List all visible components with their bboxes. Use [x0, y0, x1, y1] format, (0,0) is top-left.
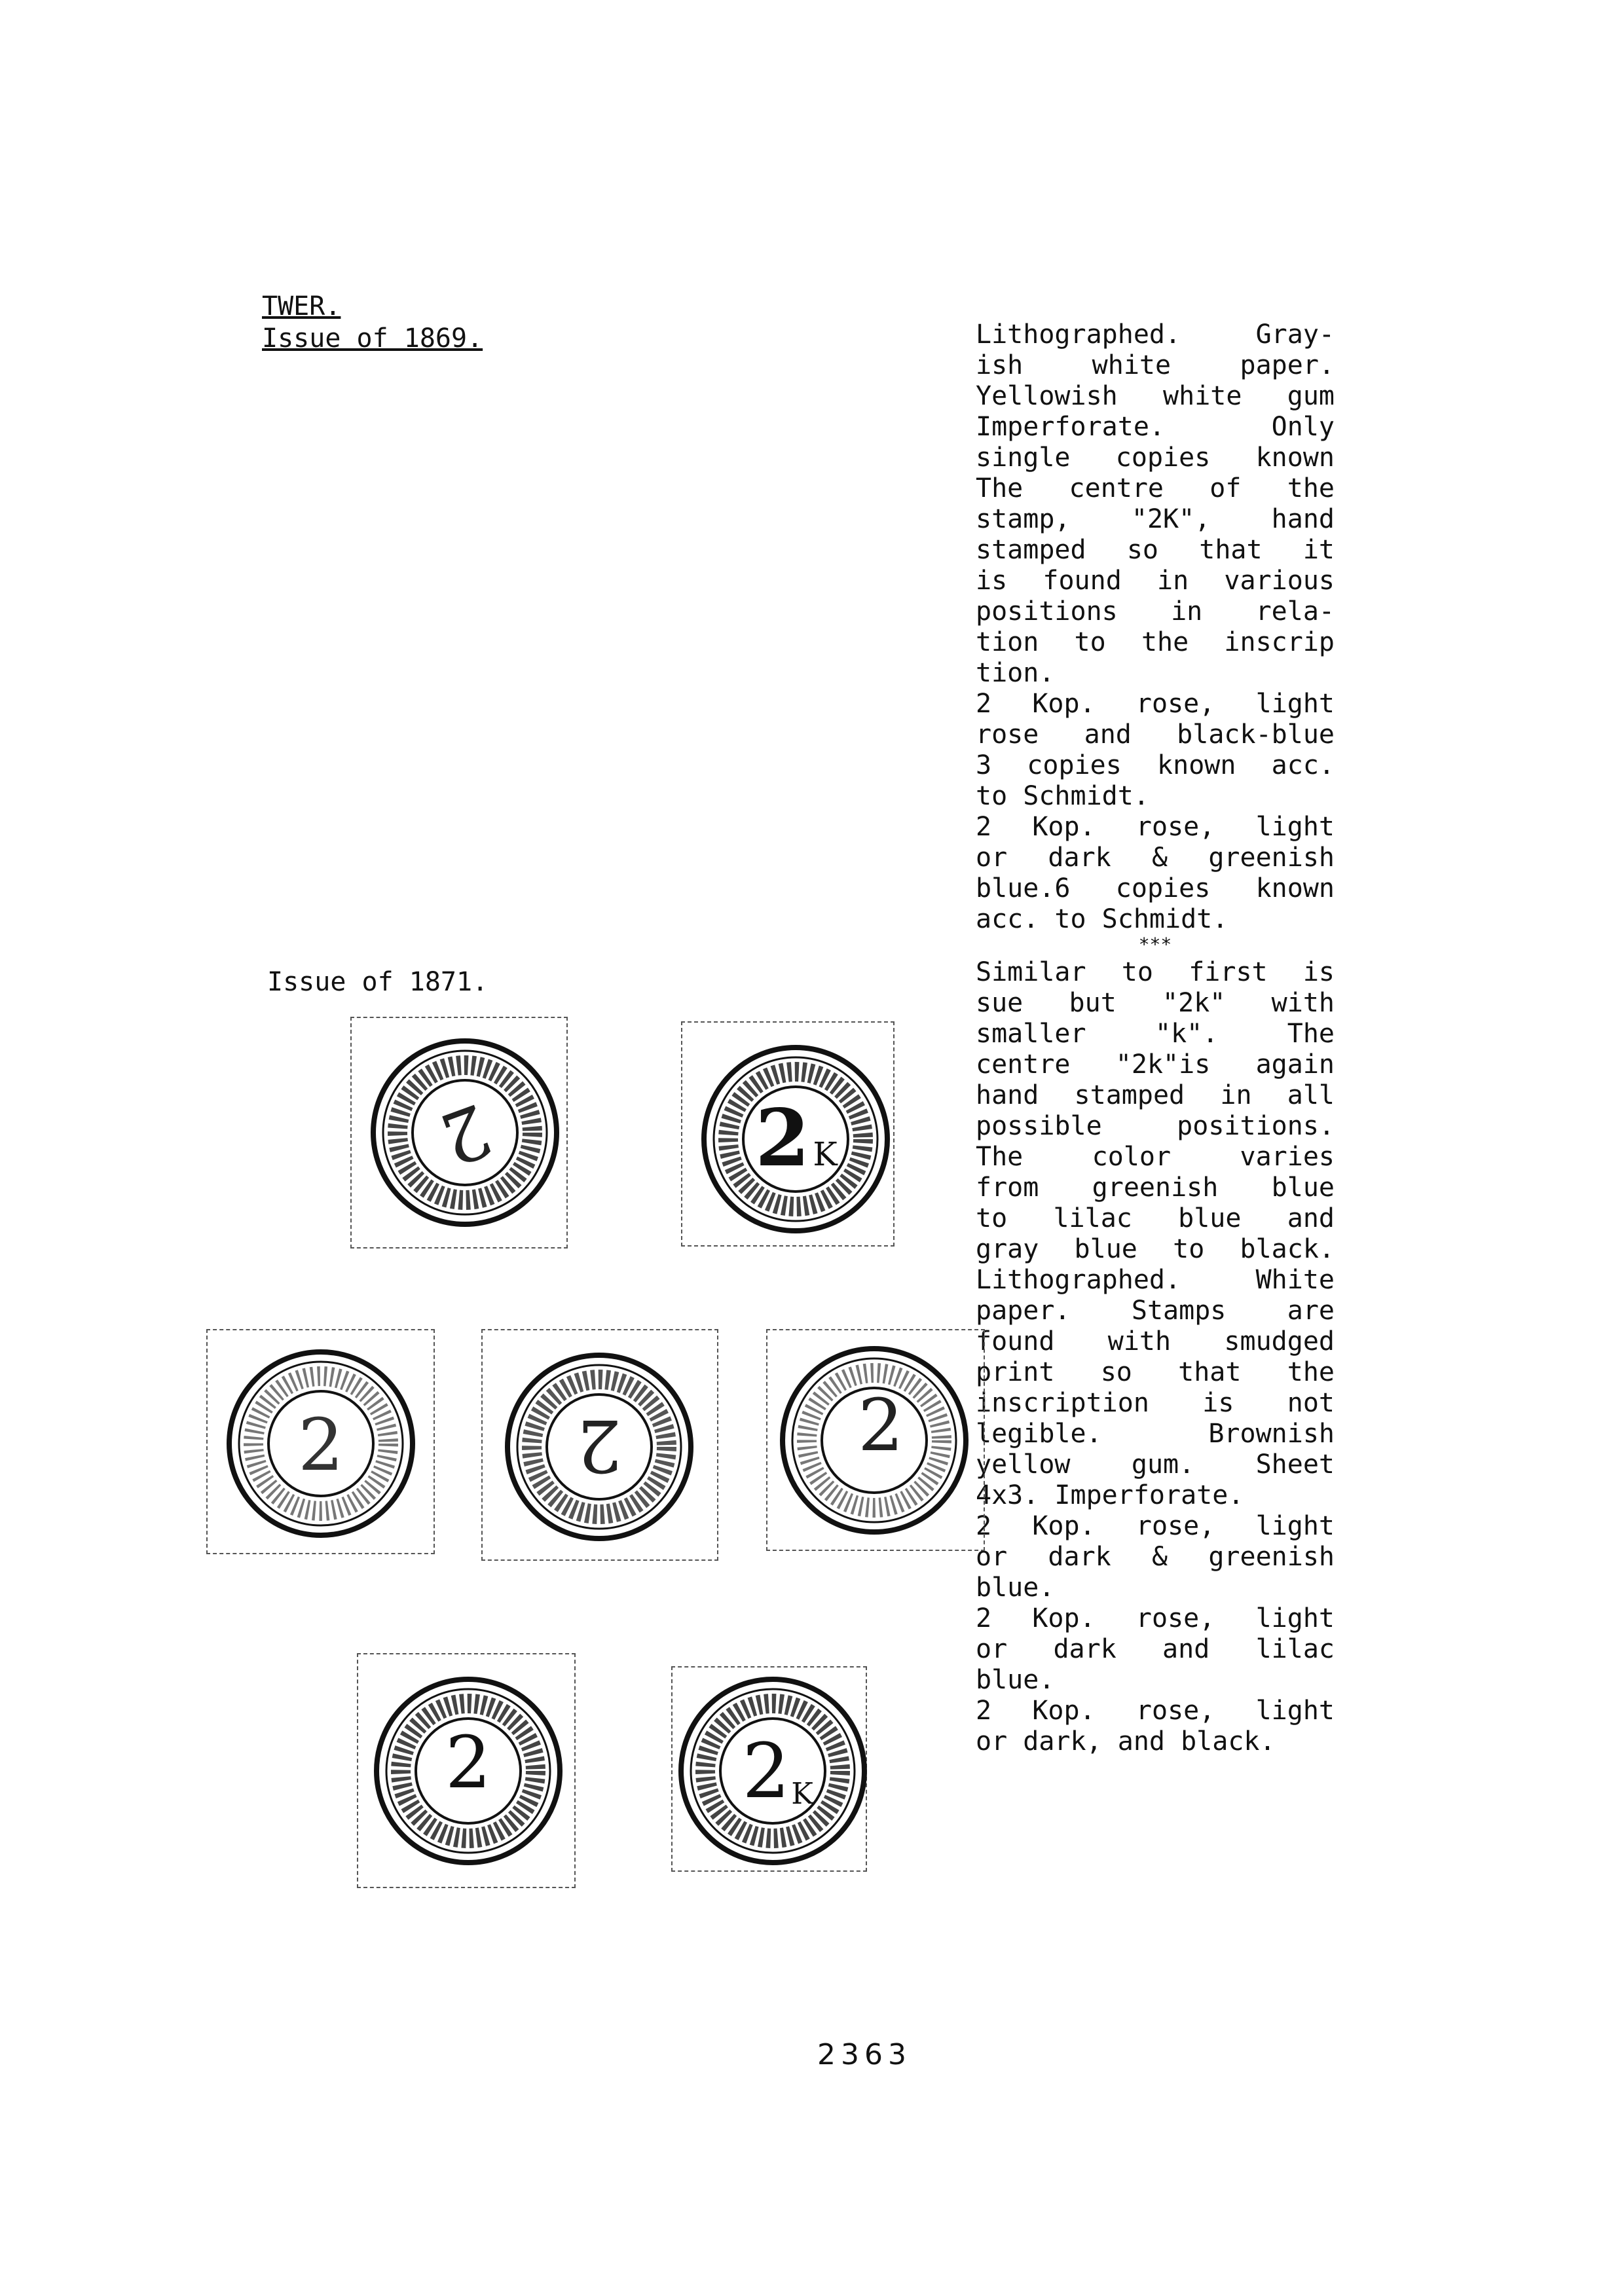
svg-text:2: 2 [430, 1087, 502, 1182]
page-number: 2363 [817, 2038, 912, 2071]
text-line: blue.6 copies known [976, 873, 1335, 903]
section-separator: *** [1138, 934, 1172, 955]
text-line: The color varies [976, 1142, 1335, 1172]
text-line: stamped so that it [976, 535, 1335, 565]
stamp-image [367, 1034, 563, 1231]
text-line: to Schmidt. [976, 781, 1149, 811]
text-line: tion. [976, 658, 1055, 688]
text-line: Lithographed. Gray- [976, 319, 1335, 350]
text-line: or dark & greenish [976, 843, 1335, 873]
svg-text:2: 2 [742, 1728, 790, 1815]
svg-text:2: 2 [298, 1403, 344, 1487]
text-line: inscription is not [976, 1388, 1335, 1418]
text-line: or dark and lilac [976, 1634, 1335, 1664]
stamp-image [370, 1673, 566, 1869]
text-line: Similar to first is [976, 957, 1335, 987]
issue-1869-description [976, 319, 1335, 955]
city-heading: TWER. [262, 291, 341, 321]
svg-text:2: 2 [576, 1404, 622, 1487]
issue-1869-heading: Issue of 1869. [262, 323, 483, 354]
stamp-image [776, 1342, 972, 1539]
text-line: Imperforate. Only [976, 412, 1335, 442]
text-line: 2 Kop. rose, light [976, 812, 1335, 842]
text-line: blue. [976, 1665, 1055, 1695]
text-line: from greenish blue [976, 1173, 1335, 1203]
stamp-image [223, 1345, 419, 1542]
issue-1871-heading: Issue of 1871. [267, 967, 489, 997]
text-line: blue. [976, 1573, 1055, 1603]
text-line: Lithographed. White [976, 1265, 1335, 1295]
stamp-graphic [373, 1041, 557, 1224]
text-line: acc. to Schmidt. [976, 904, 1228, 934]
text-line: found with smudged [976, 1326, 1335, 1357]
svg-text:2: 2 [445, 1721, 491, 1804]
text-line: yellow gum. Sheet [976, 1449, 1335, 1480]
text-line: or dark, and black. [976, 1726, 1276, 1757]
svg-text:K: K [813, 1135, 838, 1173]
text-line: legible. Brownish [976, 1419, 1335, 1449]
text-line: 3 copies known acc. [976, 750, 1335, 780]
text-line: ish white paper. [976, 350, 1335, 380]
text-line: 4x3. Imperforate. [976, 1480, 1244, 1510]
svg-text:2: 2 [858, 1383, 904, 1467]
stamp-image [697, 1041, 894, 1237]
text-line: 2 Kop. rose, light [976, 1696, 1335, 1726]
text-line: possible positions. [976, 1111, 1335, 1141]
text-line: 2 Kop. rose, light [976, 1603, 1335, 1633]
text-line: or dark & greenish [976, 1542, 1335, 1572]
text-line: The centre of the [976, 473, 1335, 503]
text-line: 2 Kop. rose, light [976, 1511, 1335, 1541]
text-line: sue but "2k" with [976, 988, 1335, 1018]
text-line: tion to the inscrip [976, 627, 1335, 657]
text-line: smaller "k". The [976, 1019, 1335, 1049]
text-line: centre "2k"is again [976, 1049, 1335, 1080]
text-line: gray blue to black. [976, 1234, 1335, 1264]
text-line: Yellowish white gum [976, 381, 1335, 411]
text-line: paper. Stamps are [976, 1296, 1335, 1326]
text-line: stamp, "2K", hand [976, 504, 1335, 534]
text-line: hand stamped in all [976, 1080, 1335, 1110]
text-line: is found in various [976, 566, 1335, 596]
text-line: rose and black-blue [976, 720, 1335, 750]
svg-text:2: 2 [755, 1092, 810, 1184]
text-line: 2 Kop. rose, light [976, 689, 1335, 719]
svg-text:K: K [791, 1776, 813, 1811]
text-line: positions in rela- [976, 596, 1335, 627]
text-line: print so that the [976, 1357, 1335, 1387]
stamp-image [674, 1673, 871, 1869]
issue-1871-description [976, 957, 1335, 1757]
stamp-image [501, 1349, 697, 1545]
text-line: single copies known [976, 443, 1335, 473]
text-line: to lilac blue and [976, 1203, 1335, 1233]
